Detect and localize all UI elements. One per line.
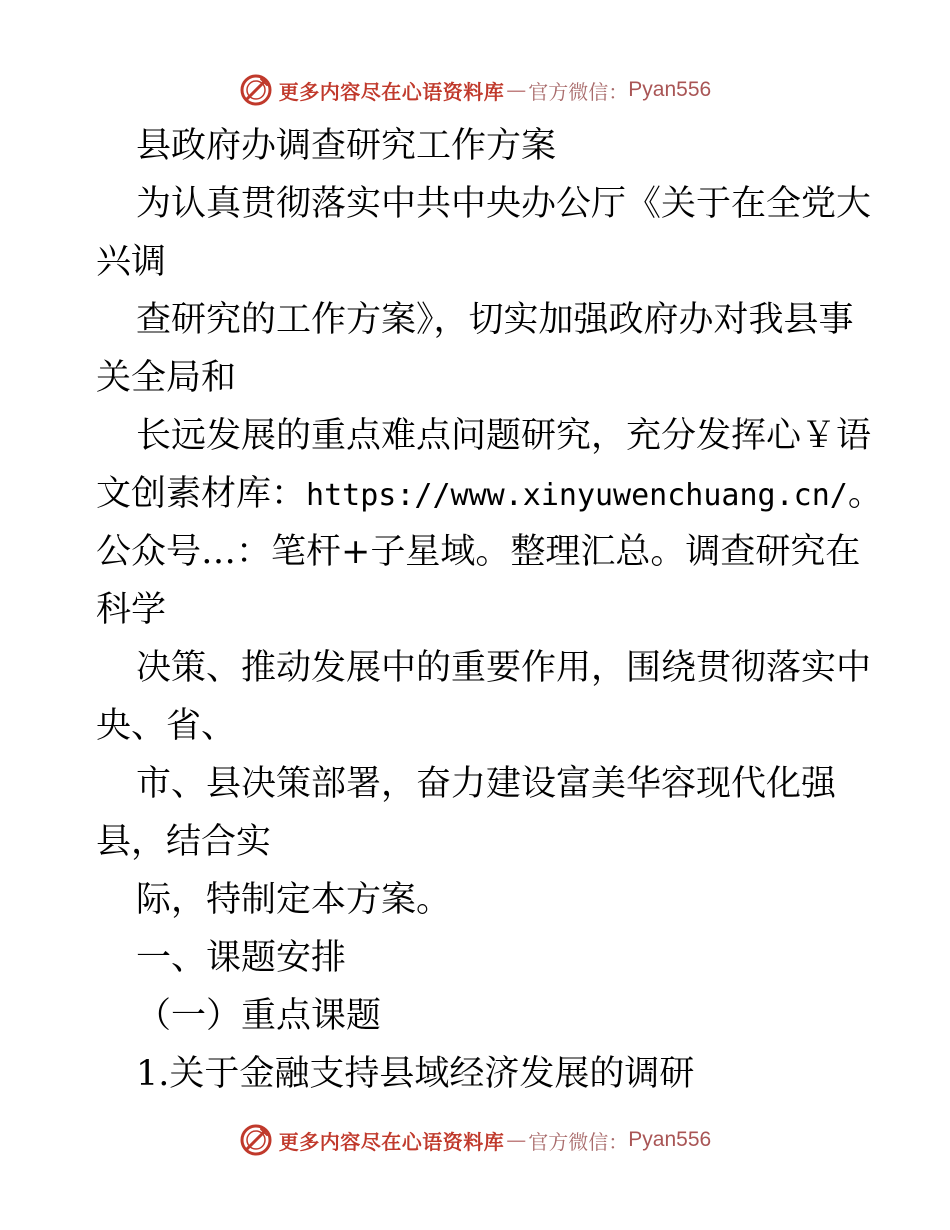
- body-line-11: 市、县决策部署，奋力建设富美华容现代化强: [136, 764, 837, 804]
- watermark-label: 官方微信：: [528, 1129, 629, 1154]
- footer-watermark: [0, 1120, 950, 1160]
- body-line-2: 兴调: [96, 242, 167, 282]
- body-line-5: 长远发展的重点难点问题研究，充分发挥心￥语: [136, 416, 872, 456]
- body-line-9: 决策、推动发展中的重要作用，围绕贯彻落实中: [136, 648, 872, 688]
- body-line-13: 际，特制定本方案。: [136, 880, 452, 920]
- body-line-6: [96, 466, 883, 522]
- brush-circle-logo-icon: [239, 73, 273, 107]
- body-line-4: 关全局和: [96, 358, 237, 398]
- body-line-10: 央、省、: [96, 706, 237, 746]
- website-link[interactable]: https://www.xinyuwenchuang.cn/: [306, 478, 848, 513]
- body-line-1: 为认真贯彻落实中共中央办公厅《关于在全党大: [136, 184, 872, 224]
- header-watermark: [0, 70, 950, 110]
- watermark-dash: —: [506, 78, 527, 102]
- body-line-12: 县，结合实: [96, 822, 272, 862]
- watermark-wechat-id: Pyan556: [628, 1128, 712, 1151]
- brush-circle-logo-icon: [239, 1123, 273, 1157]
- body-line-6-text: 文创素材库：: [96, 474, 307, 514]
- body-line-6-end: 。: [847, 474, 883, 514]
- body-line-3: 查研究的工作方案》，切实加强政府办对我县事: [136, 300, 854, 340]
- watermark-dash: —: [506, 1128, 527, 1152]
- document-title: 县政府办调查研究工作方案: [136, 126, 557, 166]
- body-line-7: 公众号…：笔杆+子星域。整理汇总。调查研究在: [96, 532, 861, 572]
- subsection-heading-1: （一）重点课题: [136, 996, 382, 1036]
- topic-item-1: 1.关于金融支持县域经济发展的调研: [136, 1054, 695, 1094]
- watermark-brand: 更多内容尽在心语资料库: [278, 79, 505, 104]
- watermark-label: 官方微信：: [528, 79, 629, 104]
- watermark-wechat-id: Pyan556: [628, 78, 712, 101]
- body-line-8: 科学: [96, 590, 167, 630]
- section-heading-1: 一、课题安排: [136, 938, 347, 978]
- watermark-brand: 更多内容尽在心语资料库: [278, 1129, 505, 1154]
